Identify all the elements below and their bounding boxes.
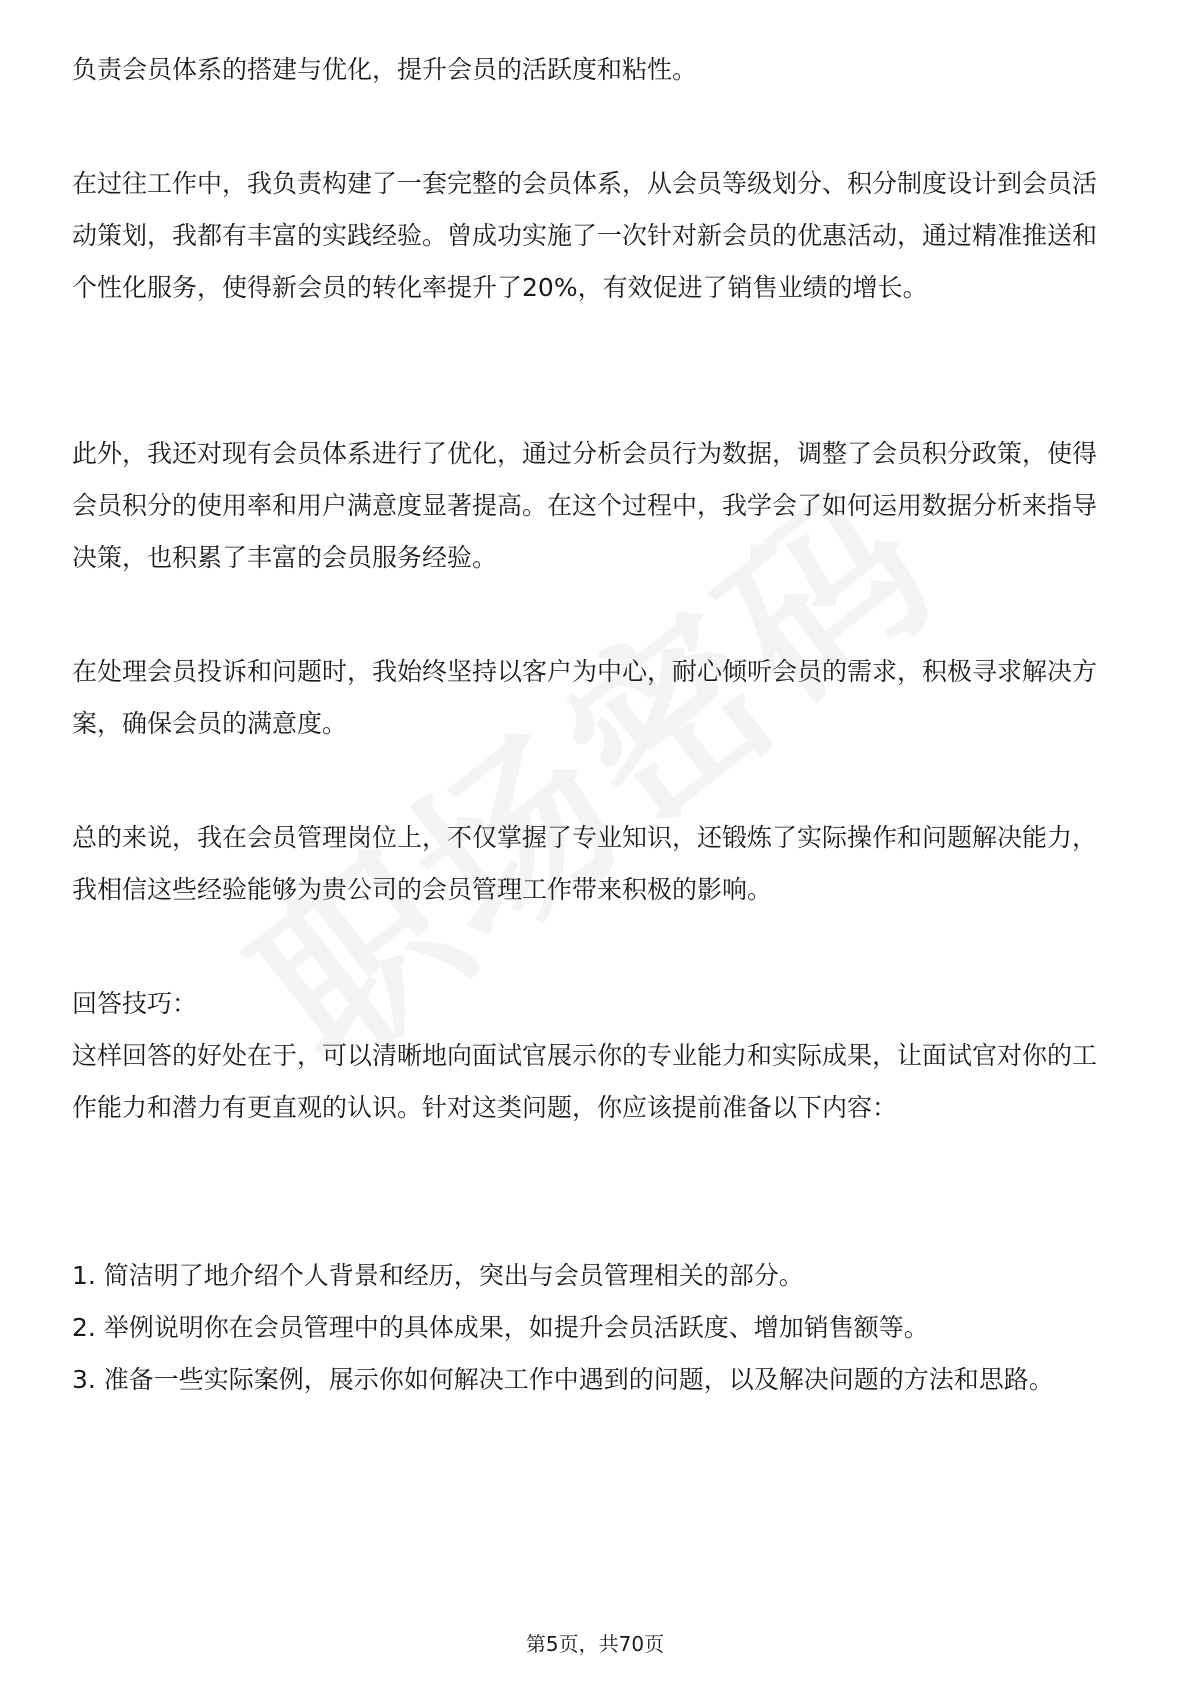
tips-heading: 回答技巧： <box>72 989 198 1018</box>
tips-list <box>72 1250 1118 1406</box>
paragraph-summary: 总的来说，我在会员管理岗位上，不仅掌握了专业知识，还锻炼了实际操作和问题解决能力，我相信这些经验能够为贵公司的会员管理工作带来积极的影响。 <box>72 823 1098 904</box>
paragraph-complaints: 在处理会员投诉和问题时，我始终坚持以客户为中心，耐心倾听会员的需求，积极寻求解决方案，确保会员的满意度。 <box>72 657 1098 738</box>
list-item: 2. 举例说明你在会员管理中的具体成果，如提升会员活跃度、增加销售额等。 <box>72 1313 929 1342</box>
list-item: 1. 简洁明了地介绍个人背景和经历，突出与会员管理相关的部分。 <box>72 1261 804 1290</box>
paragraph-responsibility: 负责会员体系的搭建与优化，提升会员的活跃度和粘性。 <box>72 55 698 84</box>
paragraph-optimization: 此外，我还对现有会员体系进行了优化，通过分析会员行为数据，调整了会员积分政策，使得会员积分的使用率和用户满意度显著提高。在这个过程中，我学会了如何运用数据分析来指导决策，也积累了丰富的会员服务经验。 <box>72 439 1098 572</box>
paragraph-tips: 这样回答的好处在于，可以清晰地向面试官展示你的专业能力和实际成果，让面试官对你的工作能力和潜力有更直观的认识。针对这类问题，你应该提前准备以下内容： <box>72 1041 1098 1122</box>
page-number: 第5页，共70页 <box>525 1632 665 1656</box>
paragraph-experience: 在过往工作中，我负责构建了一套完整的会员体系，从会员等级划分、积分制度设计到会员活动策划，我都有丰富的实践经验。曾成功实施了一次针对新会员的优惠活动，通过精准推送和个性化服务，使得新会员的转化率提升了20%，有效促进了销售业绩的增长。 <box>72 169 1098 302</box>
list-item: 3. 准备一些实际案例，展示你如何解决工作中遇到的问题，以及解决问题的方法和思路。 <box>72 1365 1054 1394</box>
